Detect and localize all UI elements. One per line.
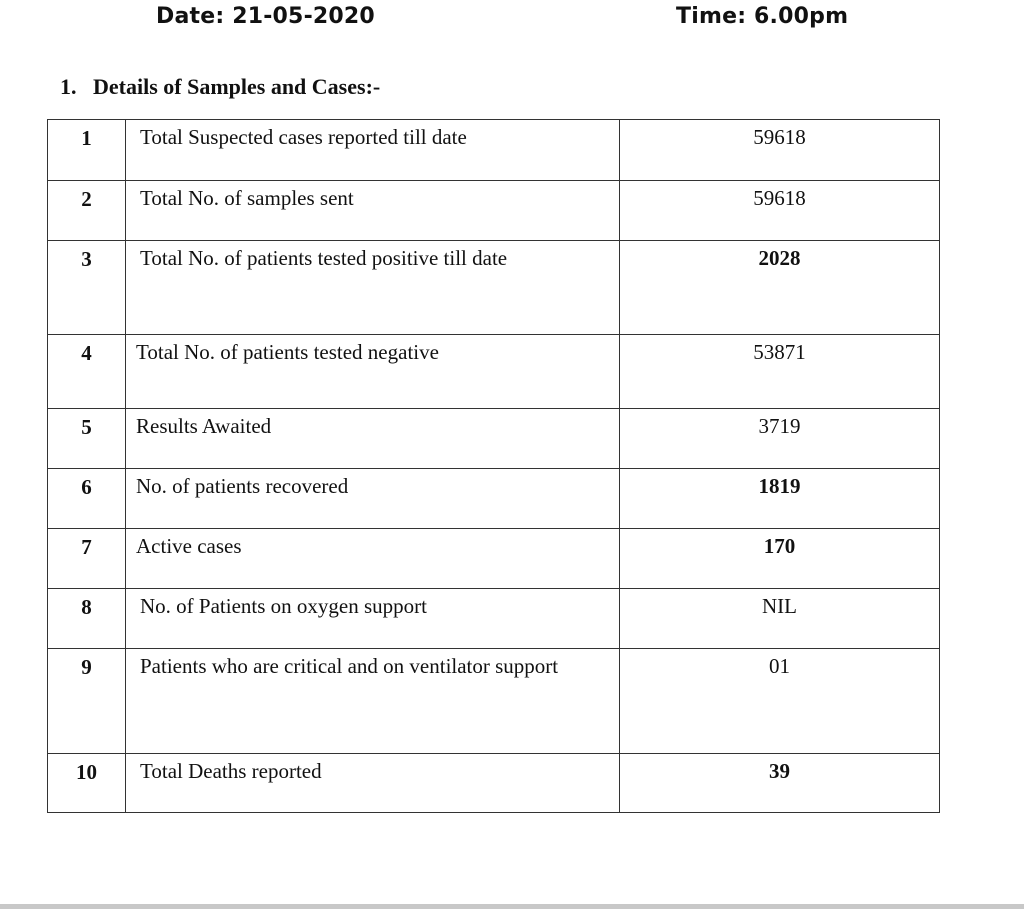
row-label: Total No. of samples sent (126, 181, 620, 241)
table-row (48, 335, 940, 409)
row-label: Patients who are critical and on ventilator support (126, 649, 620, 754)
row-number: 3 (48, 241, 126, 335)
section-heading (60, 74, 380, 100)
page-bottom-divider (0, 904, 1024, 909)
report-date: Date: 21-05-2020 (156, 4, 375, 29)
table-row (48, 241, 940, 335)
section-number: 1. (60, 74, 77, 99)
table-row (48, 469, 940, 529)
table-row (48, 649, 940, 754)
row-number: 9 (48, 649, 126, 754)
table-row (48, 409, 940, 469)
report-time: Time: 6.00pm (676, 4, 849, 29)
row-value: 1819 (620, 469, 940, 529)
details-table (47, 119, 940, 813)
table-row (48, 181, 940, 241)
table-row (48, 589, 940, 649)
row-value: 01 (620, 649, 940, 754)
row-label: Total No. of patients tested negative (126, 335, 620, 409)
row-value: 53871 (620, 335, 940, 409)
row-label: Total No. of patients tested positive till date (126, 241, 620, 335)
row-value: 170 (620, 529, 940, 589)
row-label: No. of patients recovered (126, 469, 620, 529)
table-row (48, 754, 940, 813)
row-number: 5 (48, 409, 126, 469)
row-label: Active cases (126, 529, 620, 589)
row-label: No. of Patients on oxygen support (126, 589, 620, 649)
row-value: 59618 (620, 120, 940, 181)
row-label: Total Suspected cases reported till date (126, 120, 620, 181)
row-label: Results Awaited (126, 409, 620, 469)
section-title: Details of Samples and Cases:- (93, 74, 381, 99)
row-label: Total Deaths reported (126, 754, 620, 813)
row-value: NIL (620, 589, 940, 649)
row-number: 7 (48, 529, 126, 589)
row-value: 3719 (620, 409, 940, 469)
row-number: 6 (48, 469, 126, 529)
row-value: 2028 (620, 241, 940, 335)
row-number: 1 (48, 120, 126, 181)
row-number: 10 (48, 754, 126, 813)
table-row (48, 529, 940, 589)
table-row (48, 120, 940, 181)
row-number: 2 (48, 181, 126, 241)
row-value: 39 (620, 754, 940, 813)
row-value: 59618 (620, 181, 940, 241)
row-number: 8 (48, 589, 126, 649)
row-number: 4 (48, 335, 126, 409)
